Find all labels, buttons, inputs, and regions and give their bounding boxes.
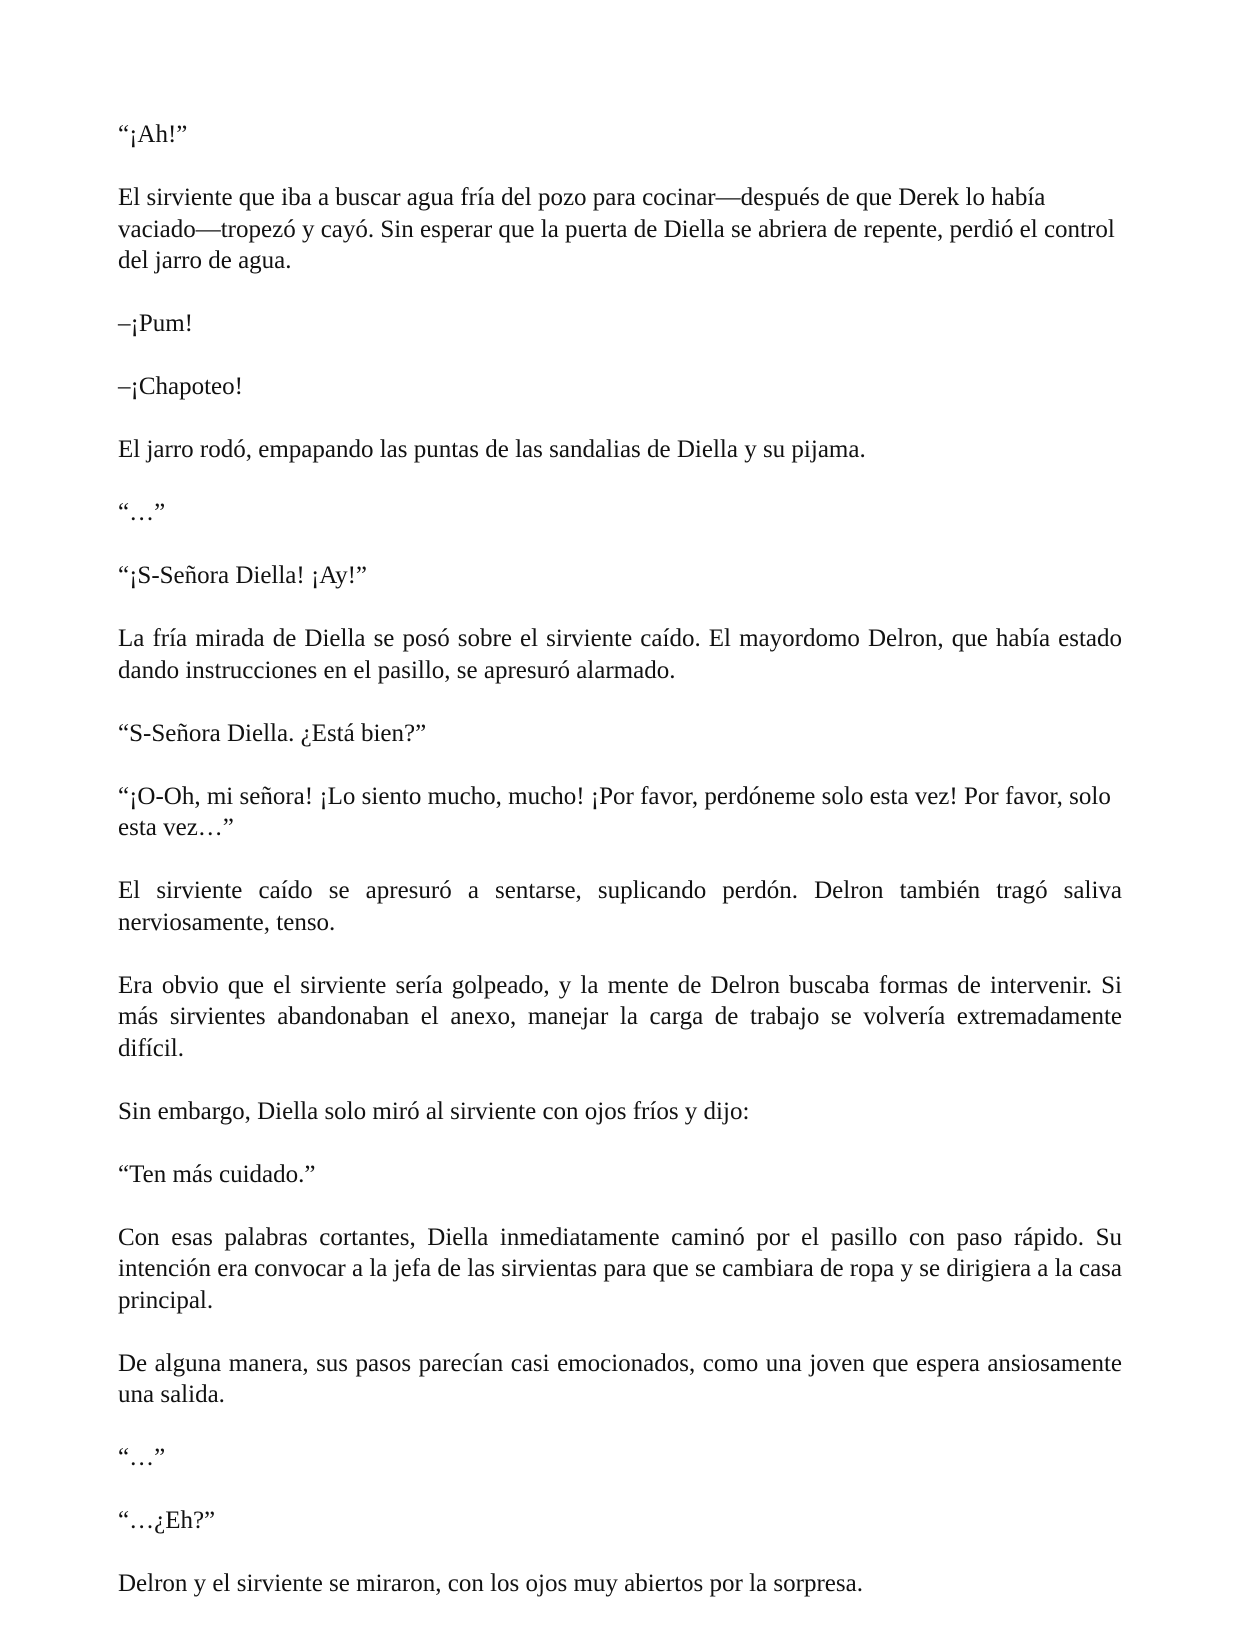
paragraph-15: Con esas palabras cortantes, Diella inmediatamente caminó por el pasillo con paso rápido. Su intención era convocar a la jefa de las sirvientas para que se cambiara de ropa y se dirigiera a la casa principal. <box>118 1223 1122 1314</box>
paragraph-9: “S-Señora Diella. ¿Está bien?” <box>118 719 427 747</box>
paragraph-16: De alguna manera, sus pasos parecían casi emocionados, como una joven que espera ansiosamente una salida. <box>118 1349 1122 1408</box>
paragraph-18: “…¿Eh?” <box>118 1507 216 1534</box>
paragraph-19: Delron y el sirviente se miraron, con los ojos muy abiertos por la sorpresa. <box>118 1570 863 1597</box>
paragraph-3: –¡Pum! <box>118 310 193 337</box>
paragraph-10: “¡O-Oh, mi señora! ¡Lo siento mucho, mucho! ¡Por favor, perdóneme solo esta vez! Por favor, solo esta vez…” <box>118 782 1111 841</box>
paragraph-7: “¡S-Señora Diella! ¡Ay!” <box>118 562 367 589</box>
paragraph-11: El sirviente caído se apresuró a sentarse, suplicando perdón. Delron también tragó saliva nerviosamente, tenso. <box>118 877 1122 936</box>
paragraph-5: El jarro rodó, empapando las puntas de las sandalias de Diella y su pijama. <box>118 436 866 463</box>
paragraph-4: –¡Chapoteo! <box>118 373 243 400</box>
paragraph-12: Era obvio que el sirviente sería golpeado, y la mente de Delron buscaba formas de intervenir. Si más sirvientes abandonaban el anexo, manejar la carga de trabajo se volvería extremadamente difícil. <box>118 971 1122 1062</box>
paragraph-13: Sin embargo, Diella solo miró al sirviente con ojos fríos y dijo: <box>118 1097 750 1125</box>
paragraph-2: El sirviente que iba a buscar agua fría del pozo para cocinar—después de que Derek lo había vaciado—tropezó y cayó. Sin esperar que la puerta de Diella se abriera de repente, perdió el control del jarro de agua. <box>118 184 1115 274</box>
paragraph-6: “…” <box>118 499 166 526</box>
body-text <box>118 119 1122 1631</box>
paragraph-1: “¡Ah!” <box>118 121 188 148</box>
paragraph-14: “Ten más cuidado.” <box>118 1160 316 1188</box>
paragraph-8: La fría mirada de Diella se posó sobre el sirviente caído. El mayordomo Delron, que había estado dando instrucciones en el pasillo, se apresuró alarmado. <box>118 625 1122 684</box>
paragraph-17: “…” <box>118 1444 166 1471</box>
